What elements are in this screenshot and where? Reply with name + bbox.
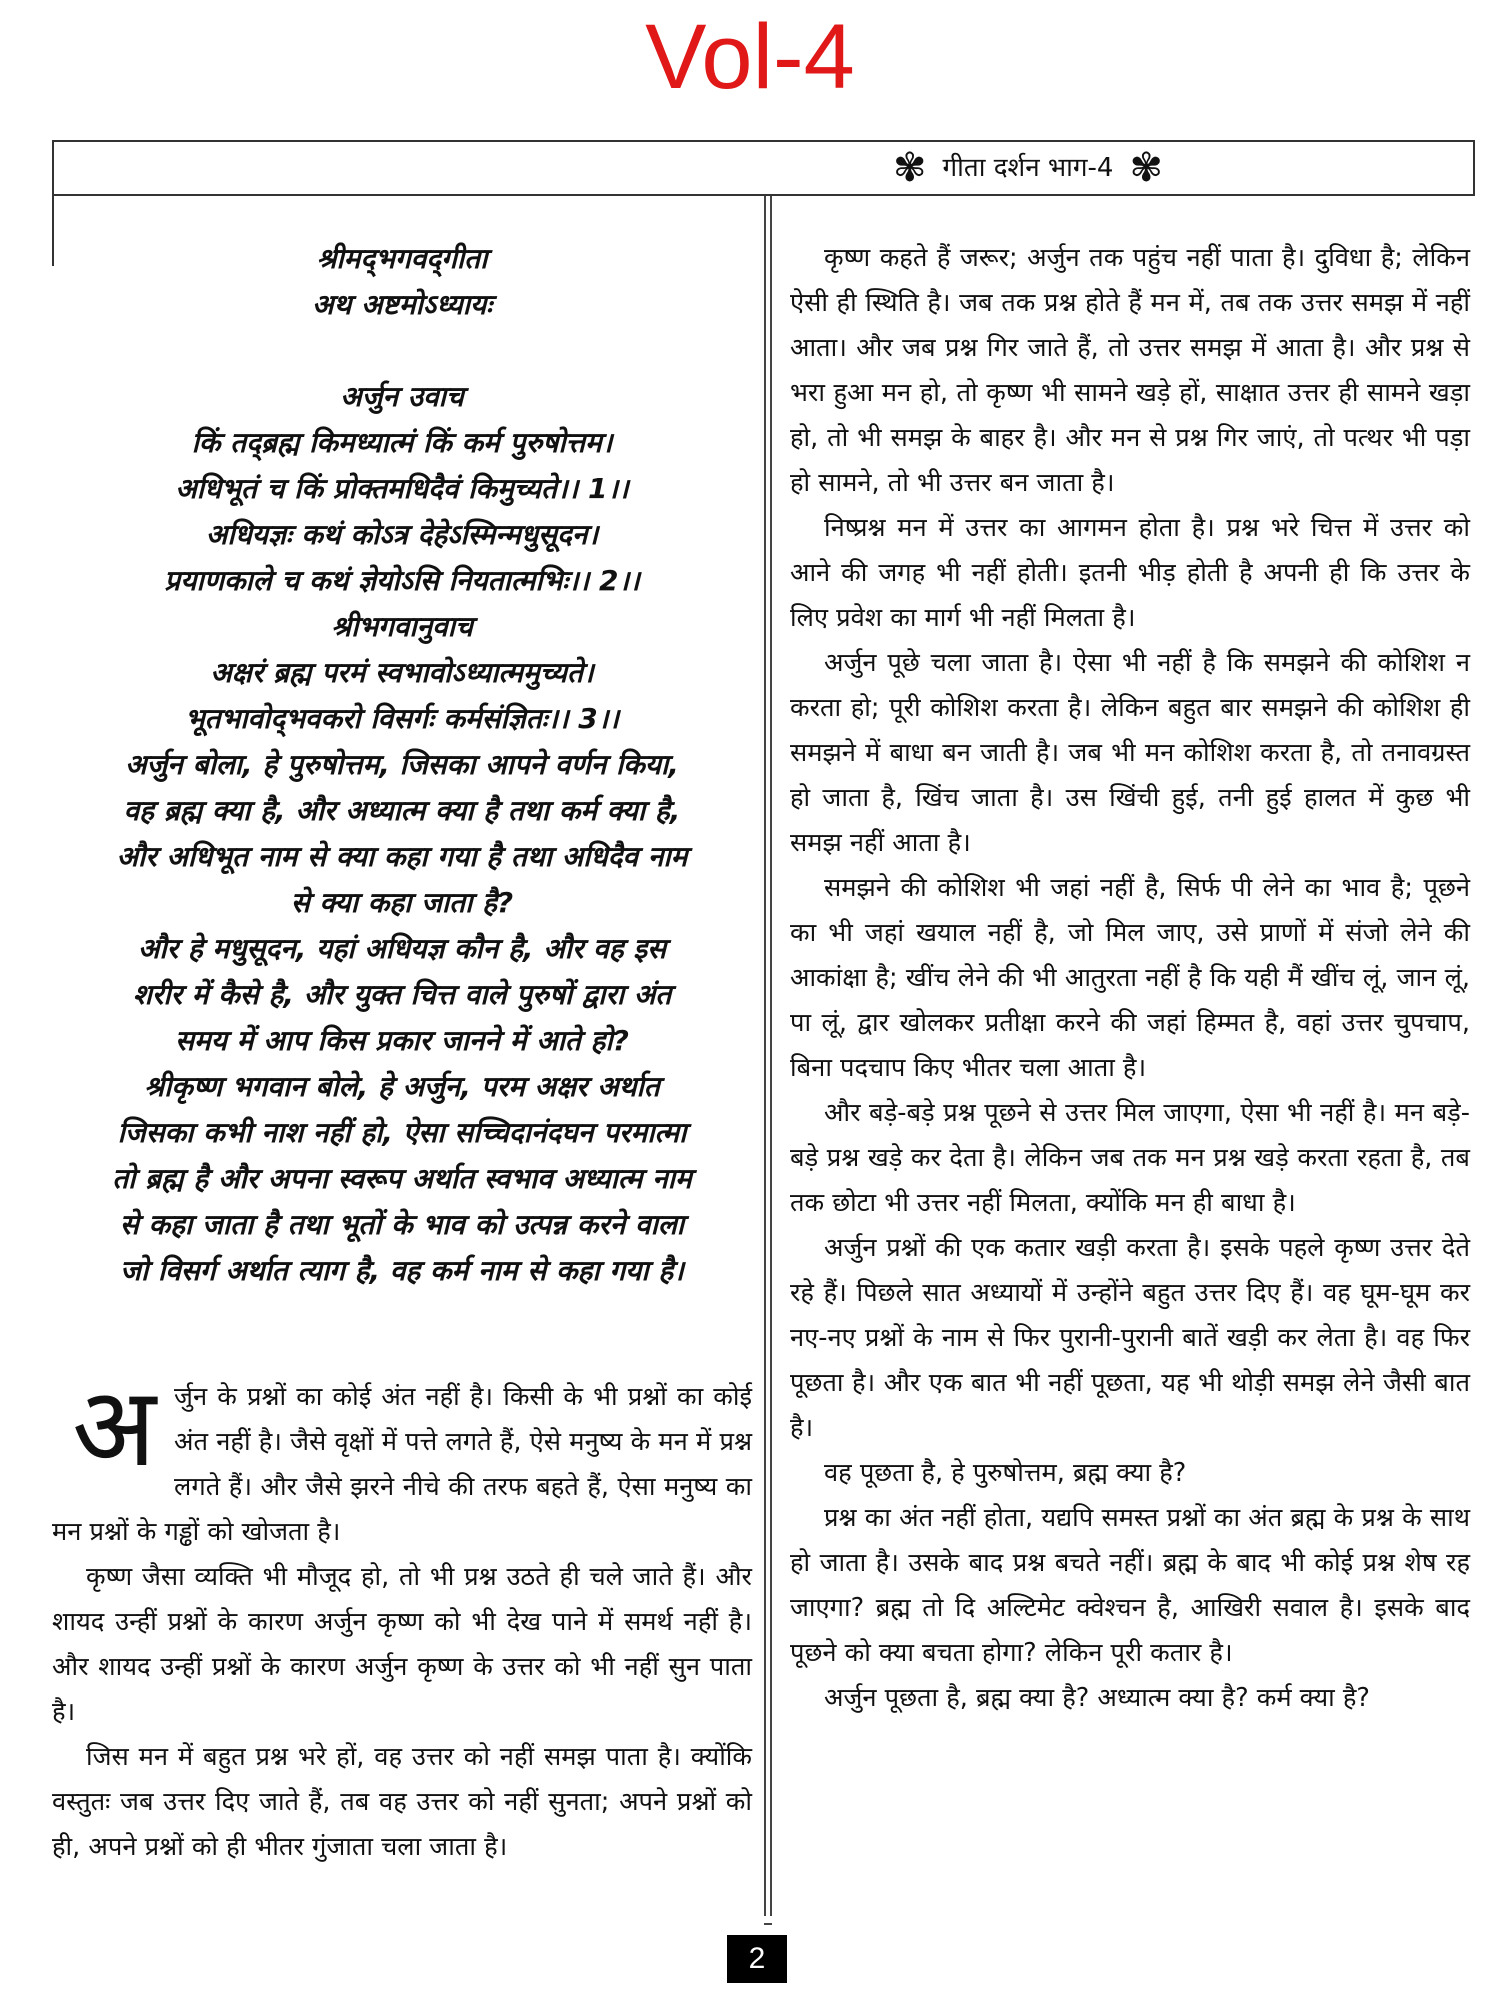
verse-line: अधिभूतं च किं प्रोक्तमधिदैवं किमुच्यते।। 1।। — [175, 472, 629, 505]
opening-paragraph-text: र्जुन के प्रश्नों का कोई अंत नहीं है। किसी के भी प्रश्नों का कोई अंत नहीं है। जैसे वृक्षों में पत्ते लगते हैं, ऐसे मनुष्य के मन में प्रश्न लगते हैं। और जैसे झरने नीचे की तरफ बहते हैं, ऐसा मनुष्य का मन प्रश्नों के गड्ढों को खोजता है। — [52, 1382, 752, 1547]
header-title: गीता दर्शन भाग-4 — [942, 153, 1114, 183]
page-number: 2 — [727, 1935, 787, 1983]
left-column-prose — [52, 1363, 752, 1870]
verse-line: तो ब्रह्म है और अपना स्वरूप अर्थात स्वभाव अध्यात्म नाम — [112, 1162, 692, 1195]
verse-line: अधियज्ञः कथं कोऽत्र देहेऽस्मिन्मधुसूदन। — [205, 518, 599, 551]
volume-label: Vol-4 — [645, 6, 855, 108]
verse-line: प्रयाणकाले च कथं ज्ञेयोऽसि नियतात्मभिः।। 2।। — [164, 564, 640, 597]
header-title-group — [893, 145, 1163, 191]
paragraph: कृष्ण जैसा व्यक्ति भी मौजूद हो, तो भी प्रश्न उठते ही चले जाते हैं। और शायद उन्हीं प्रश्नों के कारण अर्जुन कृष्ण को भी देख पाने में समर्थ नहीं है। और शायद उन्हीं प्रश्नों के कारण अर्जुन कृष्ण के उत्तर को भी नहीं सुन पाता है। — [52, 1562, 752, 1727]
verse-line: श्रीमद्‌भगवद्‌गीता — [316, 242, 488, 275]
verse-block — [52, 236, 752, 1294]
right-column-prose — [790, 236, 1470, 1721]
verse-spacer — [52, 328, 752, 374]
verse-line: किं तद्ब्रह्म किमध्यात्मं किं कर्म पुरुषोत्तम। — [191, 426, 613, 459]
opening-paragraph — [52, 1363, 752, 1555]
verse-line: श्रीभगवानुवाच — [331, 610, 473, 643]
verse-line: जो विसर्ग अर्थात त्याग है, वह कर्म नाम से कहा गया है। — [120, 1254, 684, 1287]
paragraph: निष्प्रश्न मन में उत्तर का आगमन होता है। प्रश्न भरे चित्त में उत्तर को आने की जगह भी नहीं होती। इतनी भीड़ होती है अपनी ही कि उत्तर के लिए प्रवेश का मार्ग भी नहीं मिलता है। — [790, 513, 1470, 633]
verse-line: अर्जुन उवाच — [340, 380, 464, 413]
paragraph: प्रश्न का अंत नहीं होता, यद्यपि समस्त प्रश्नों का अंत ब्रह्म के प्रश्न के साथ हो जाता है। उसके बाद प्रश्न बचते नहीं। ब्रह्म के बाद भी कोई प्रश्न शेष रह जाएगा? ब्रह्म तो दि अल्टिमेट क्वेश्चन है, आखिरी सवाल है। इसके बाद पूछने को क्या बचता होगा? लेकिन पूरी कतार है। — [790, 1503, 1470, 1668]
running-header — [52, 140, 1475, 196]
fleuron-icon: ✾ — [893, 145, 927, 191]
verse-line: और अधिभूत नाम से क्या कहा गया है तथा अधिदैव नाम — [116, 840, 688, 873]
verse-line: और हे मधुसूदन, यहां अधियज्ञ कौन है, और वह इस — [137, 932, 667, 965]
paragraph: वह पूछता है, हे पुरुषोत्तम, ब्रह्म क्या है? — [824, 1458, 1187, 1488]
verse-line: से क्या कहा जाता है? — [290, 886, 514, 919]
paragraph: अर्जुन प्रश्नों की एक कतार खड़ी करता है। इसके पहले कृष्ण उत्तर देते रहे हैं। पिछले सात अध्यायों में उन्होंने बहुत उत्तर दिए हैं। वह घूम-घूम कर नए-नए प्रश्नों के नाम से फिर पुरानी-पुरानी बातें खड़ी कर लेता है। वह फिर पूछता है। और एक बात भी नहीं पूछता, यह भी थोड़ी समझ लेने जैसी बात है। — [790, 1233, 1470, 1443]
drop-cap: अ — [72, 1363, 157, 1491]
paragraph: समझने की कोशिश भी जहां नहीं है, सिर्फ पी लेने का भाव है; पूछने का भी जहां खयाल नहीं है, जो मिल जाए, उसे प्राणों में संजो लेने की आकांक्षा है; खींच लेने की भी आतुरता नहीं है कि यही मैं खींच लूं, जान लूं, पा लूं, द्वार खोलकर प्रतीक्षा करने की जहां हिम्मत है, वहां उत्तर चुपचाप, बिना पदचाप किए भीतर चला आता है। — [790, 873, 1470, 1083]
verse-line: श्रीकृष्ण भगवान बोले, हे अर्जुन, परम अक्षर अर्थात — [144, 1070, 660, 1103]
paragraph: कृष्ण कहते हैं जरूर; अर्जुन तक पहुंच नहीं पाता है। दुविधा है; लेकिन ऐसी ही स्थिति है। जब तक प्रश्न होते हैं मन में, तब तक उत्तर समझ में नहीं आता। और जब प्रश्न गिर जाते हैं, तो उत्तर समझ में आता है। और प्रश्न से भरा हुआ मन हो, तो कृष्ण भी सामने खड़े हों, साक्षात उत्तर ही सामने खड़ा हो, तो भी समझ के बाहर है। और मन से प्रश्न गिर जाएं, तो पत्थर भी पड़ा हो सामने, तो भी उत्तर बन जाता है। — [790, 243, 1470, 498]
column-divider-foot — [764, 1915, 772, 1925]
verse-line: से कहा जाता है तथा भूतों के भाव को उत्पन्न करने वाला — [119, 1208, 685, 1241]
paragraph: अर्जुन पूछे चला जाता है। ऐसा भी नहीं है कि समझने की कोशिश न करता हो; पूरी कोशिश करता है। लेकिन बहुत बार समझने की कोशिश ही समझने में बाधा बन जाती है। जब भी मन कोशिश करता है, तो तनावग्रस्त हो जाता है, खिंच जाता है। उस खिंची हुई, तनी हुई हालत में कुछ भी समझ नहीं आता है। — [790, 648, 1470, 858]
paragraph: अर्जुन पूछता है, ब्रह्म क्या है? अध्यात्म क्या है? कर्म क्या है? — [824, 1683, 1370, 1713]
fleuron-icon: ✾ — [1129, 145, 1163, 191]
verse-line: भूतभावोद्‌भवकरो विसर्गः कर्मसंज्ञितः।। 3।। — [184, 702, 620, 735]
verse-line: जिसका कभी नाश नहीं हो, ऐसा सच्चिदानंदघन परमात्मा — [117, 1116, 687, 1149]
verse-line: अर्जुन बोला, हे पुरुषोत्तम, जिसका आपने वर्णन किया, — [125, 748, 679, 781]
verse-line: अथ अष्टमोऽध्यायः — [312, 288, 492, 321]
verse-line: शरीर में कैसे है, और युक्त चित्त वाले पुरुषों द्वारा अंत — [132, 978, 672, 1011]
paragraph: और बड़े-बड़े प्रश्न पूछने से उत्तर मिल जाएगा, ऐसा भी नहीं है। मन बड़े-बड़े प्रश्न खड़े कर देता है। लेकिन जब तक मन प्रश्न खड़े करता रहता है, तब तक छोटा भी उत्तर नहीं मिलता, क्योंकि मन ही बाधा है। — [790, 1098, 1470, 1218]
verse-line: समय में आप किस प्रकार जानने में आते हो? — [175, 1024, 629, 1057]
column-divider — [764, 196, 772, 1916]
paragraph: जिस मन में बहुत प्रश्न भरे हों, वह उत्तर को नहीं समझ पाता है। क्योंकि वस्तुतः जब उत्तर दिए जाते हैं, तब वह उत्तर को नहीं सुनता; अपने प्रश्नों को ही, अपने प्रश्नों को ही भीतर गुंजाता चला जाता है। — [52, 1742, 752, 1862]
verse-line: वह ब्रह्म क्या है, और अध्यात्म क्या है तथा कर्म क्या है, — [123, 794, 681, 827]
verse-line: अक्षरं ब्रह्म परमं स्वभावोऽध्यात्ममुच्यते। — [210, 656, 594, 689]
